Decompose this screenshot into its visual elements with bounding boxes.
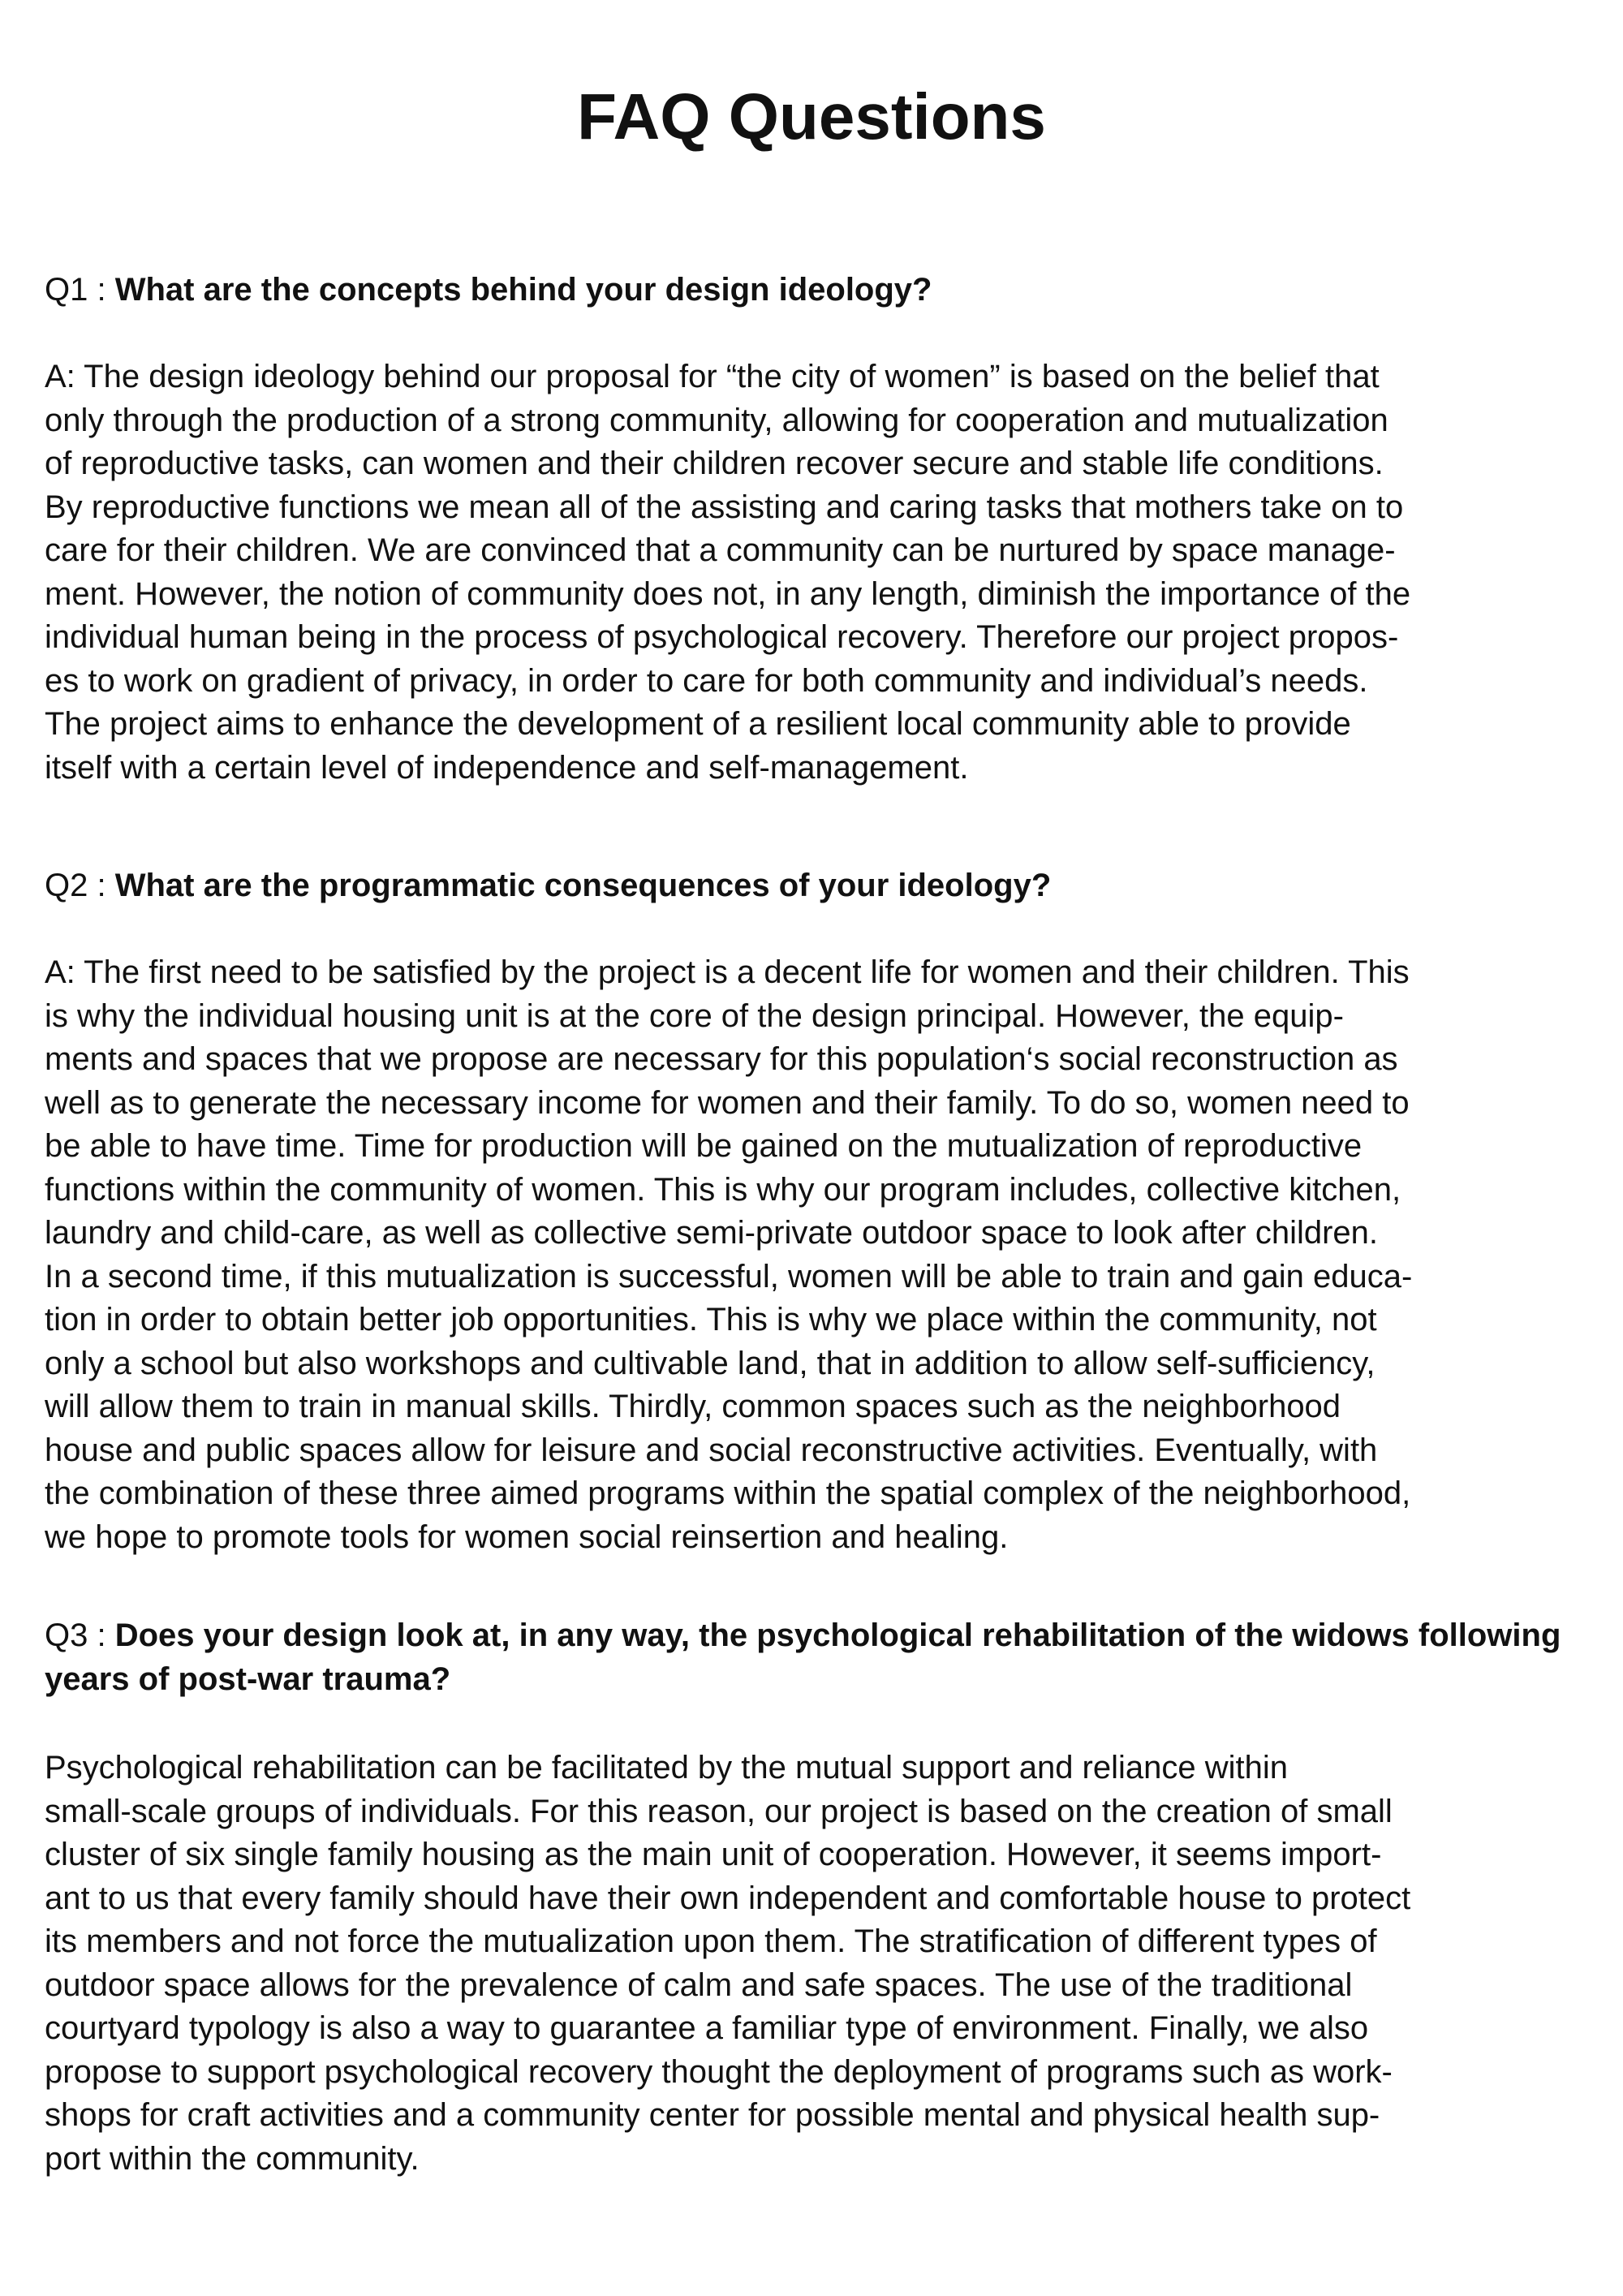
answer-line: functions within the community of women. This is why our program includes, collective kitchen, (45, 1171, 1401, 1208)
answer-line: By reproductive functions we mean all of the assisting and caring tasks that mothers take on to (45, 489, 1404, 525)
answer-line: we hope to promote tools for women social reinsertion and healing. (45, 1518, 1009, 1555)
question-1 (45, 268, 1410, 312)
answer-line: only a school but also workshops and cultivable land, that in addition to allow self-sufficiency, (45, 1345, 1375, 1381)
answer-line: propose to support psychological recovery thought the deployment of programs such as work- (45, 2053, 1393, 2090)
faq-item-2 (45, 864, 1412, 1559)
answer-2 (45, 951, 1412, 1559)
answer-line: ant to us that every family should have their own independent and comfortable house to protect (45, 1880, 1411, 1916)
answer-line: shops for craft activities and a community center for possible mental and physical health sup- (45, 2097, 1380, 2133)
answer-line: In a second time, if this mutualization is successful, women will be able to train and gain educa- (45, 1258, 1413, 1294)
question-label: Q1 : (45, 272, 115, 308)
answer-line: is why the individual housing unit is at the core of the design principal. However, the equip- (45, 997, 1344, 1034)
question-text: What are the concepts behind your design ideology? (114, 272, 932, 308)
answer-line: The project aims to enhance the development of a resilient local community able to provide (45, 706, 1351, 742)
answer-line: house and public spaces allow for leisure and social reconstructive activities. Eventually, with (45, 1432, 1378, 1468)
answer-line: courtyard typology is also a way to guarantee a familiar type of environment. Finally, we also (45, 2010, 1369, 2046)
answer-line: small-scale groups of individuals. For this reason, our project is based on the creation of small (45, 1793, 1393, 1829)
answer-line: ments and spaces that we propose are necessary for this population‘s social reconstruction as (45, 1041, 1398, 1077)
answer-3 (45, 1747, 1586, 2181)
page-title: FAQ Questions (577, 80, 1046, 153)
answer-line: cluster of six single family housing as the main unit of cooperation. However, it seems import- (45, 1837, 1382, 1872)
answer-line: individual human being in the process of psychological recovery. Therefore our project propos- (45, 619, 1399, 655)
question-label: Q2 : (45, 868, 115, 903)
answer-line: port within the community. (45, 2140, 420, 2177)
answer-line: outdoor space allows for the prevalence of calm and safe spaces. The use of the traditional (45, 1966, 1353, 2003)
question-label: Q3 : (45, 1618, 115, 1653)
question-text: Does your design look at, in any way, the psychological rehabilitation of the widows following years of post-war trauma? (45, 1618, 1561, 1697)
answer-line: Psychological rehabilitation can be facilitated by the mutual support and reliance within (45, 1750, 1289, 1786)
answer-line: tion in order to obtain better job opportunities. This is why we place within the community, not (45, 1302, 1377, 1338)
answer-line: A: The design ideology behind our proposal for “the city of women” is based on the belief that (45, 359, 1380, 394)
answer-line: be able to have time. Time for production will be gained on the mutualization of reproductive (45, 1128, 1363, 1164)
question-3 (45, 1613, 1586, 1701)
answer-line: the combination of these three aimed programs within the spatial complex of the neighborhood, (45, 1475, 1411, 1511)
answer-line: itself with a certain level of independence and self-management. (45, 749, 969, 786)
faq-item-3 (45, 1613, 1586, 2181)
answer-line: well as to generate the necessary income for women and their family. To do so, women need to (45, 1084, 1410, 1121)
answer-1 (45, 355, 1410, 790)
faq-item-1 (45, 268, 1410, 790)
answer-line: es to work on gradient of privacy, in order to care for both community and individual’s needs. (45, 662, 1368, 699)
answer-line: ment. However, the notion of community does not, in any length, diminish the importance of the (45, 575, 1411, 612)
answer-line: care for their children. We are convinced that a community can be nurtured by space manage- (45, 532, 1396, 568)
answer-line: will allow them to train in manual skills. Thirdly, common spaces such as the neighborhood (45, 1389, 1341, 1424)
answer-line: laundry and child-care, as well as collective semi-private outdoor space to look after children. (45, 1215, 1379, 1251)
answer-line: A: The first need to be satisfied by the project is a decent life for women and their children. This (45, 954, 1410, 990)
question-text: What are the programmatic consequences of your ideology? (114, 868, 1052, 903)
answer-line: its members and not force the mutualization upon them. The stratification of different types of (45, 1923, 1377, 1959)
question-2 (45, 864, 1412, 907)
answer-line: only through the production of a strong community, allowing for cooperation and mutualization (45, 402, 1388, 438)
answer-line: of reproductive tasks, can women and their children recover secure and stable life conditions. (45, 446, 1384, 481)
